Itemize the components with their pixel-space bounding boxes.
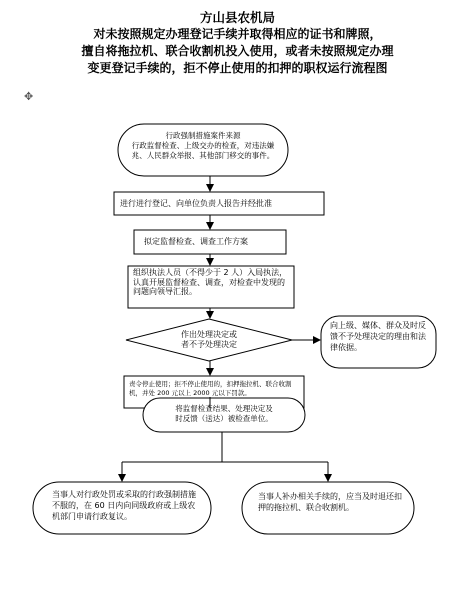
title-line-1: 方山县农机局: [199, 10, 275, 25]
plan-node-text: 拟定监督检查、调查工作方案: [144, 237, 248, 246]
title-line-3: 擅自将拖拉机、联合收割机投入使用，或者未按照规定办理: [81, 44, 394, 58]
inspect-node-text: 组织执法人员（不得少于 2 人）入局执法，认真开展监督检查、调查，对检查中发现的问题向领导汇报。: [133, 268, 288, 296]
feedback-line-2: 时反馈（送达）被检查单位。: [175, 414, 273, 423]
decision-node-text: [150, 330, 268, 350]
start-line-2: 行政监督检查、上级交办的检查，对违法嫌: [131, 141, 275, 150]
start-line-1: 行政强制措施案件来源: [165, 131, 241, 140]
register-node-text: 进行进行登记、向单位负责人报告并经批准: [120, 199, 272, 208]
decision-line-2: 者不予处理决定: [181, 340, 237, 349]
title-line-2: 对未按照规定办理登记手续并取得相应的证书和牌照，: [93, 27, 382, 41]
order-node-text: 责令停止使用；拒不停止使用的，扣押拖拉机、联合收割机，并处 200 元以上 2000 元以下罚款。: [129, 380, 292, 397]
start-node-text: [126, 131, 280, 161]
title-line-4: 变更登记手续的，拒不停止使用的扣押的职权运行流程图: [87, 61, 388, 75]
start-line-3: 兆、人民群众举报、其他部门移交的事件。: [131, 151, 275, 160]
notify-node-text: 向上级、媒体、群众及时反馈不予处理决定的理由和法律依据。: [330, 321, 426, 352]
release-node-text: 当事人补办相关手续的，应当及时退还扣押的拖拉机、联合收割机。: [258, 492, 402, 512]
move-handle-icon[interactable]: ✥: [24, 90, 34, 103]
feedback-line-1: 将监督检查结果、处理决定及: [175, 404, 273, 413]
decision-line-1: 作出处理决定或: [181, 330, 237, 339]
remedy-node-text: 当事人对行政处罚或采取的行政强制措施不服的，在 60 日内向同级政府或上级农机部门申请行政复议。: [52, 490, 196, 521]
feedback-node-text: [148, 404, 300, 424]
